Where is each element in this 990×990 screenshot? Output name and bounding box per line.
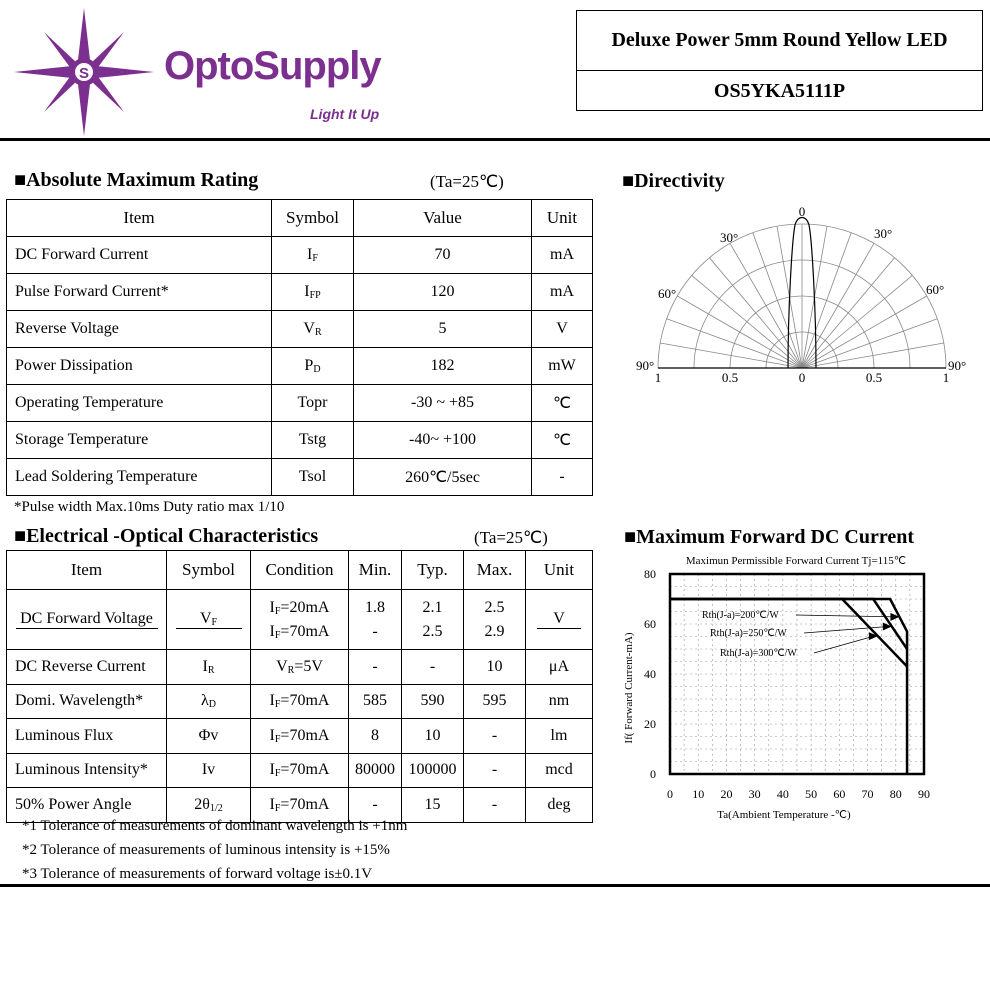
eo-symbol: Iv	[167, 753, 251, 788]
eo-typ: 100000	[402, 753, 464, 788]
y-tick-label: 20	[644, 717, 656, 731]
vf-typ: 2.1 2.5	[402, 590, 464, 650]
eo-max: 10	[464, 650, 526, 685]
abs-item: Pulse Forward Current*	[7, 274, 272, 311]
abs-value: 260℃/5sec	[354, 459, 532, 496]
abs-value: -40~ +100	[354, 422, 532, 459]
col-value: Value	[354, 200, 532, 237]
radial-label-2: 0.5	[721, 370, 739, 385]
eo-note-2: *2 Tolerance of measurements of luminous intensity is +15%	[22, 842, 390, 858]
eo-note-1: *1 Tolerance of measurements of dominant wavelength is +1nm	[22, 818, 408, 834]
abs-symbol: $I_{FP}$	[272, 274, 354, 311]
eo-typ: 590	[402, 684, 464, 719]
angle-left-60: 60°	[658, 286, 677, 301]
chart-title: Maximun Permissible Forward Current Tj=115℃	[685, 555, 907, 567]
footer-rule	[0, 884, 990, 887]
x-tick-label: 50	[805, 787, 818, 801]
abs-value: 120	[354, 274, 532, 311]
star-logo-icon	[14, 8, 154, 136]
abs-unit: V	[532, 311, 593, 348]
eo-item: 50% Power Angle	[7, 788, 167, 823]
eo-max: -	[464, 788, 526, 823]
x-tick-label: 10	[692, 787, 705, 801]
table-row	[7, 348, 593, 385]
radial-label-5: 1	[942, 370, 950, 385]
eo-typ: -	[402, 650, 464, 685]
abs-unit: -	[532, 459, 593, 496]
eo-note-3: *3 Tolerance of measurements of forward voltage is±0.1V	[22, 866, 373, 882]
eo-condition: $I_F=70mA$	[251, 684, 349, 719]
angle-left-30: 30°	[720, 230, 739, 245]
abs-value: -30 ~ +85	[354, 385, 532, 422]
radial-label-3: 0	[798, 370, 806, 385]
series-label-1: Rth(J-a)=200℃/W	[702, 610, 779, 621]
table-row	[7, 274, 593, 311]
y-axis-label: If( Forward Current-mA)	[623, 632, 635, 744]
abs-unit: ℃	[532, 422, 593, 459]
abs-unit: mW	[532, 348, 593, 385]
eo-col-condition: Condition	[251, 551, 349, 590]
y-tick-label: 0	[650, 767, 656, 781]
eo-item: Luminous Flux	[7, 719, 167, 754]
abs-item: Operating Temperature	[7, 385, 272, 422]
col-unit: Unit	[532, 200, 593, 237]
part-number: OS5YKA5111P	[713, 79, 846, 102]
abs-symbol: Tstg	[272, 422, 354, 459]
abs-max-footnote: *Pulse width Max.10ms Duty ratio max 1/10	[14, 499, 285, 515]
table-row	[7, 719, 593, 754]
series-leader-3	[814, 636, 874, 653]
eo-typ: 15	[402, 788, 464, 823]
eo-table	[6, 550, 593, 823]
abs-symbol: $V_R$	[272, 311, 354, 348]
svg-text:S: S	[78, 65, 90, 82]
eo-min: -	[349, 788, 402, 823]
table-row	[7, 459, 593, 496]
table-row	[7, 385, 593, 422]
y-tick-label: 80	[644, 567, 656, 581]
eo-unit: nm	[526, 684, 593, 719]
header-rule	[0, 138, 990, 141]
eo-symbol: $2\theta_{1/2}$	[167, 788, 251, 823]
eo-item: Domi. Wavelength*	[7, 684, 167, 719]
col-item: Item	[7, 200, 272, 237]
abs-symbol: $I_F$	[272, 237, 354, 274]
eo-col-max: Max.	[464, 551, 526, 590]
eo-max: 595	[464, 684, 526, 719]
abs-max-table	[6, 199, 593, 496]
tagline: Light It Up	[310, 106, 380, 122]
eo-unit: mcd	[526, 753, 593, 788]
series-label-2: Rth(J-a)=250℃/W	[710, 628, 787, 639]
table-row	[7, 311, 593, 348]
abs-item: Storage Temperature	[7, 422, 272, 459]
table-row	[7, 590, 593, 650]
eo-unit: μA	[526, 650, 593, 685]
title-box	[576, 10, 983, 111]
abs-item: Power Dissipation	[7, 348, 272, 385]
eo-col-item: Item	[7, 551, 167, 590]
abs-item: Reverse Voltage	[7, 311, 272, 348]
eo-condition: $I_F=70mA$	[251, 719, 349, 754]
table-row	[7, 237, 593, 274]
abs-symbol: Topr	[272, 385, 354, 422]
col-symbol: Symbol	[272, 200, 354, 237]
eo-col-min: Min.	[349, 551, 402, 590]
abs-unit: mA	[532, 237, 593, 274]
eo-unit: deg	[526, 788, 593, 823]
radial-label-1: 1	[654, 370, 662, 385]
directivity-chart	[630, 200, 980, 390]
eo-max: -	[464, 753, 526, 788]
eo-typ: 10	[402, 719, 464, 754]
x-tick-label: 40	[776, 787, 789, 801]
abs-item: DC Forward Current	[7, 237, 272, 274]
abs-unit: mA	[532, 274, 593, 311]
eo-max: -	[464, 719, 526, 754]
series-label-3: Rth(J-a)=300℃/W	[720, 648, 797, 659]
table-row	[7, 788, 593, 823]
vf-condition: $I_F=20mA$ $I_F=70mA$	[251, 590, 349, 650]
abs-value: 5	[354, 311, 532, 348]
eo-title: ■Electrical -Optical Characteristics	[14, 525, 319, 547]
abs-max-title: ■Absolute Maximum Rating	[14, 169, 259, 191]
directivity-title: ■Directivity	[622, 170, 725, 192]
abs-value: 182	[354, 348, 532, 385]
x-tick-label: 20	[720, 787, 733, 801]
max-dc-title: ■Maximum Forward DC Current	[624, 526, 914, 548]
eo-condition: $I_F=70mA$	[251, 753, 349, 788]
vf-symbol: $V_F$	[167, 590, 251, 650]
eo-min: 80000	[349, 753, 402, 788]
angle-right-30: 30°	[874, 226, 893, 241]
eo-symbol: $\lambda_D$	[167, 684, 251, 719]
product-title: Deluxe Power 5mm Round Yellow LED	[577, 11, 982, 71]
abs-item: Lead Soldering Temperature	[7, 459, 272, 496]
x-tick-label: 30	[748, 787, 761, 801]
x-tick-label: 0	[667, 787, 673, 801]
brand-name: OptoSupply	[164, 44, 381, 88]
x-axis-label: Ta(Ambient Temperature -℃)	[717, 809, 851, 821]
y-tick-label: 60	[644, 617, 656, 631]
table-row	[7, 422, 593, 459]
angle-left-90: 90°	[636, 358, 655, 373]
x-tick-label: 80	[889, 787, 902, 801]
logo	[14, 8, 154, 136]
eo-min: 8	[349, 719, 402, 754]
eo-col-typ: Typ.	[402, 551, 464, 590]
x-tick-label: 60	[833, 787, 846, 801]
eo-condition: (Ta=25℃)	[474, 528, 548, 547]
radial-label-4: 0.5	[865, 370, 883, 385]
angle-right-90: 90°	[948, 358, 967, 373]
vf-item: DC Forward Voltage	[7, 590, 167, 650]
y-tick-label: 40	[644, 667, 656, 681]
abs-unit: ℃	[532, 385, 593, 422]
abs-symbol: $P_D$	[272, 348, 354, 385]
angle-0: 0	[798, 204, 806, 219]
eo-min: -	[349, 650, 402, 685]
eo-col-symbol: Symbol	[167, 551, 251, 590]
eo-symbol: $I_R$	[167, 650, 251, 685]
x-tick-label: 70	[861, 787, 874, 801]
eo-min: 585	[349, 684, 402, 719]
abs-symbol: Tsol	[272, 459, 354, 496]
abs-max-condition: (Ta=25℃)	[430, 172, 504, 191]
forward-current-chart	[620, 548, 940, 828]
angle-right-60: 60°	[926, 282, 945, 297]
abs-value: 70	[354, 237, 532, 274]
table-row	[7, 753, 593, 788]
eo-condition: $I_F=70mA$	[251, 788, 349, 823]
x-tick-label: 90	[918, 787, 930, 801]
vf-unit: V	[526, 590, 593, 650]
eo-col-unit: Unit	[526, 551, 593, 590]
eo-condition: $V_R=5V$	[251, 650, 349, 685]
eo-unit: lm	[526, 719, 593, 754]
vf-max: 2.5 2.9	[464, 590, 526, 650]
eo-symbol: Φv	[167, 719, 251, 754]
table-row	[7, 650, 593, 685]
eo-item: DC Reverse Current	[7, 650, 167, 685]
vf-min: 1.8 -	[349, 590, 402, 650]
eo-item: Luminous Intensity*	[7, 753, 167, 788]
table-row	[7, 684, 593, 719]
